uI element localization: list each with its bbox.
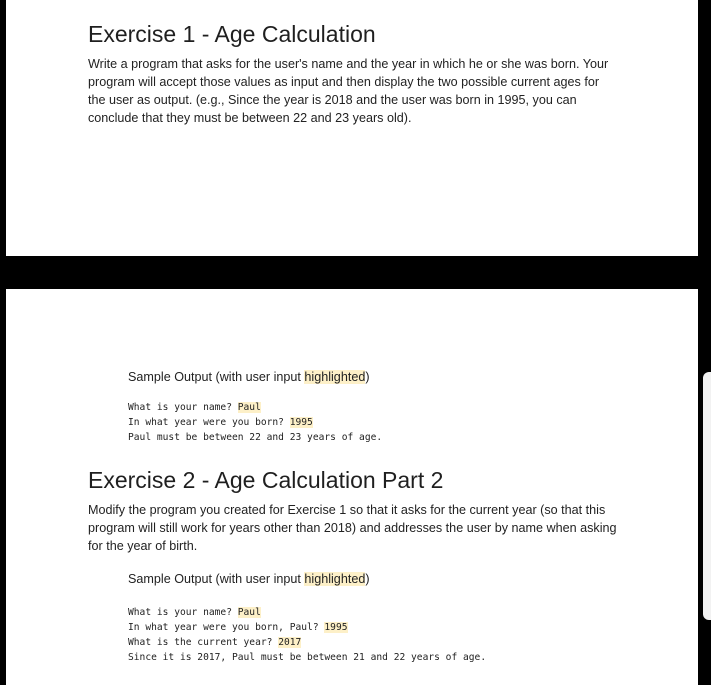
sample-line-prompt: Paul must be between 22 and 23 years of age. [128,432,383,443]
sample-line-input: 1995 [289,417,313,428]
sample-line [128,620,486,635]
exercise-1-description: Write a program that asks for the user's name and the year in which he or she was born. Your program will accept those values as input and then display the two possible current ages for the user as output. (e.g., Since the year is 2018 and the user was born in 1995, you can conclude that they must be between 22 and 23 years old). [88,57,609,125]
sample-line-input: 1995 [324,622,348,633]
exercise-1-sample-output [128,400,382,445]
sample-line [128,650,486,665]
exercise-1-title: Exercise 1 - Age Calculation [88,21,376,47]
sample-line [128,415,382,430]
sample-line [128,400,382,415]
sample-label-suffix: ) [365,370,370,384]
sample-line [128,605,486,620]
sample-line-prompt: What is your name? [128,607,238,618]
exercise-2-sample-output [128,605,486,665]
exercise-2-description: Modify the program you created for Exercise 1 so that it asks for the current year (so that this program will still work for years other than 2018) and addresses the user by name when asking for the year of birth. [88,503,617,553]
sample-line-input: 2017 [278,637,302,648]
sample-label-prefix: Sample Output (with user input [128,370,305,384]
sample-label-highlight: highlighted [304,370,366,384]
exercise-2-sample-label [128,572,370,586]
document-page-bottom [6,289,698,685]
sample-line-input: Paul [237,607,261,618]
exercise-2-title: Exercise 2 - Age Calculation Part 2 [88,467,444,493]
scrollbar-handle[interactable] [703,372,711,620]
sample-label-suffix: ) [365,572,370,586]
sample-label-highlight: highlighted [304,572,366,586]
sample-line-prompt: What is the current year? [128,637,279,648]
sample-line-prompt: In what year were you born? [128,417,290,428]
sample-line-input: Paul [237,402,261,413]
sample-line-prompt: What is your name? [128,402,238,413]
document-page-top [6,0,698,256]
sample-line-prompt: In what year were you born, Paul? [128,622,325,633]
sample-line [128,430,382,445]
sample-line-prompt: Since it is 2017, Paul must be between 21 and 22 years of age. [128,652,487,663]
sample-label-prefix: Sample Output (with user input [128,572,305,586]
exercise-1-sample-label [128,370,370,384]
sample-line [128,635,486,650]
